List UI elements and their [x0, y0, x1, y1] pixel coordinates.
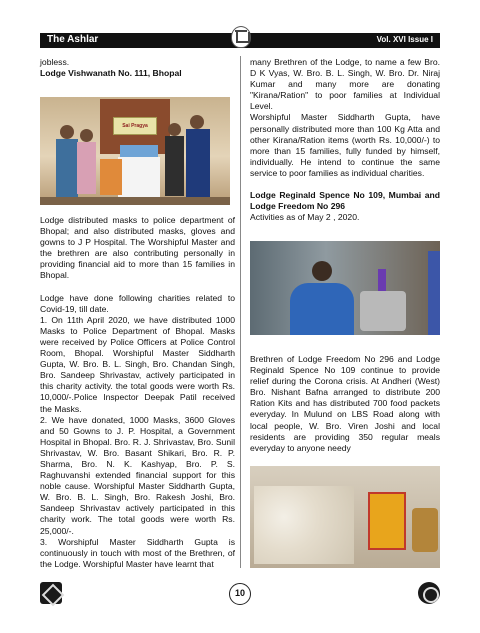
- paragraph: 2. We have donated, 1000 Masks, 3600 Gloves and 50 Gowns to J. P. Hospital, a Government Hospital in Bhopal. Bro. R. J. Shrivastav, Bro. Sunil Shrivastav, W. Bro. Basant Shikari, Bro. R. P. Sharma, Bro. N. K. Kashyap, Bro. P. S. Raghuvanshi extended financial support for this noble cause. Worshipful Master Siddharth Gupta, W. Bro. B. L. Singh, Bro. Rakesh Joshi, Bro. Sandeep Shrivastav actively participated in this charity work. The total goods were worth Rs. 25,000/-.: [40, 414, 235, 536]
- box-stack: [100, 159, 122, 195]
- paragraph: Worshipful Master Siddharth Gupta, have personally distributed more than 100 Kg Atta and other Kirana/Ration items (worth Rs. 10,000/-) to more than 15 families, fully funded by himself, individually. He intend to continue the same service to poor families as individual charities.: [250, 112, 440, 178]
- lodge-heading-mumbai: Lodge Reginald Spence No 109, Mumbai and Lodge Freedom No 296: [250, 190, 440, 212]
- paragraph: Lodge have done following charities related to Covid-19, till date.: [40, 292, 235, 314]
- person-head: [190, 115, 204, 129]
- paragraph: many Brethren of the Lodge, to name a few Bro. D K Vyas, W. Bro. B. L. Singh, W. Bro. Dr. Niraj Kumar and many more are donating "Kirana/Ration" to poor families at Individual Level.: [250, 57, 440, 112]
- table: [118, 157, 160, 197]
- person-body: [165, 136, 184, 196]
- left-body: [40, 215, 235, 570]
- bottle: [378, 269, 386, 291]
- photo-caption: Lodge distributed masks to police department of Bhopal; and also distributed masks, gloves and gowns to J P Hospital. The Worshipful Master and the brethren are also contributing personally in providing financial aid to more than 15 families in Bhopal.: [40, 215, 235, 281]
- magazine-title: The Ashlar: [47, 34, 99, 45]
- photo-food-packets: [250, 466, 440, 568]
- person-body: [186, 129, 210, 197]
- issue-label: Vol. XVI Issue I: [376, 35, 433, 44]
- lodge-heading-bhopal: Lodge Vishwanath No. 111, Bhopal: [40, 68, 182, 79]
- left-intro: [40, 57, 235, 79]
- paragraph: 3. Worshipful Master Siddharth Gupta is continuously in touch with most of the Brethren, of the Lodge. Worshipful Master have learnt that: [40, 536, 235, 569]
- right-body: [250, 354, 440, 454]
- photo-mask-distribution: [40, 97, 230, 205]
- right-intro: [250, 57, 440, 223]
- person-body: [56, 139, 78, 197]
- atta-bag: [368, 492, 406, 550]
- packets-pile: [254, 486, 354, 564]
- page-number: 10: [229, 583, 251, 605]
- activities-date: Activities as of May 2 , 2020.: [250, 212, 360, 223]
- steel-vessel: [360, 291, 406, 331]
- square-compass-icon: [40, 582, 62, 604]
- person-edge: [428, 251, 440, 335]
- sack: [412, 508, 438, 552]
- mask-boxes: [120, 145, 158, 157]
- floor: [40, 197, 230, 205]
- person-head: [60, 125, 74, 139]
- person-head: [312, 261, 332, 281]
- masonic-emblem-icon: [231, 26, 251, 48]
- person-body: [290, 283, 354, 335]
- person-body: [77, 142, 96, 194]
- paragraph: Brethren of Lodge Freedom No 296 and Lodge Reginald Spence No 109 continue to provide relief during the Corona crisis. At Andheri (West) Bro. Nishant Bafna arranged to distribute 200 Ration Kits and has distributed 700 food packets everyday. In Mulund on LBS Road along with local people, W. Bro. Viren Joshi and local residents are providing 350 regular meals everyday to anyone needy: [250, 354, 440, 453]
- grand-lodge-seal-icon: [418, 582, 440, 604]
- person-head: [168, 123, 181, 136]
- column-divider: [240, 56, 241, 568]
- banner: Sai Pragya: [113, 117, 157, 135]
- photo-ration-kits: [250, 241, 440, 335]
- paragraph: 1. On 11th April 2020, we have distributed 1000 Masks to Police Department of Bhopal. Masks were received by Police Officers at Police Control Room, Bhopal. Worshipful Master Siddharth Gupta, W. Bro. B. L. Singh, Bro. Chandan Singh, Bro. Sandeep Shrivastav, actively participated in this charity activity. the total goods were worth Rs. 10,000/-.Police Inspector Deepak Patil received the Masks.: [40, 314, 235, 414]
- person-head: [80, 129, 93, 142]
- continued-text: jobless.: [40, 57, 70, 67]
